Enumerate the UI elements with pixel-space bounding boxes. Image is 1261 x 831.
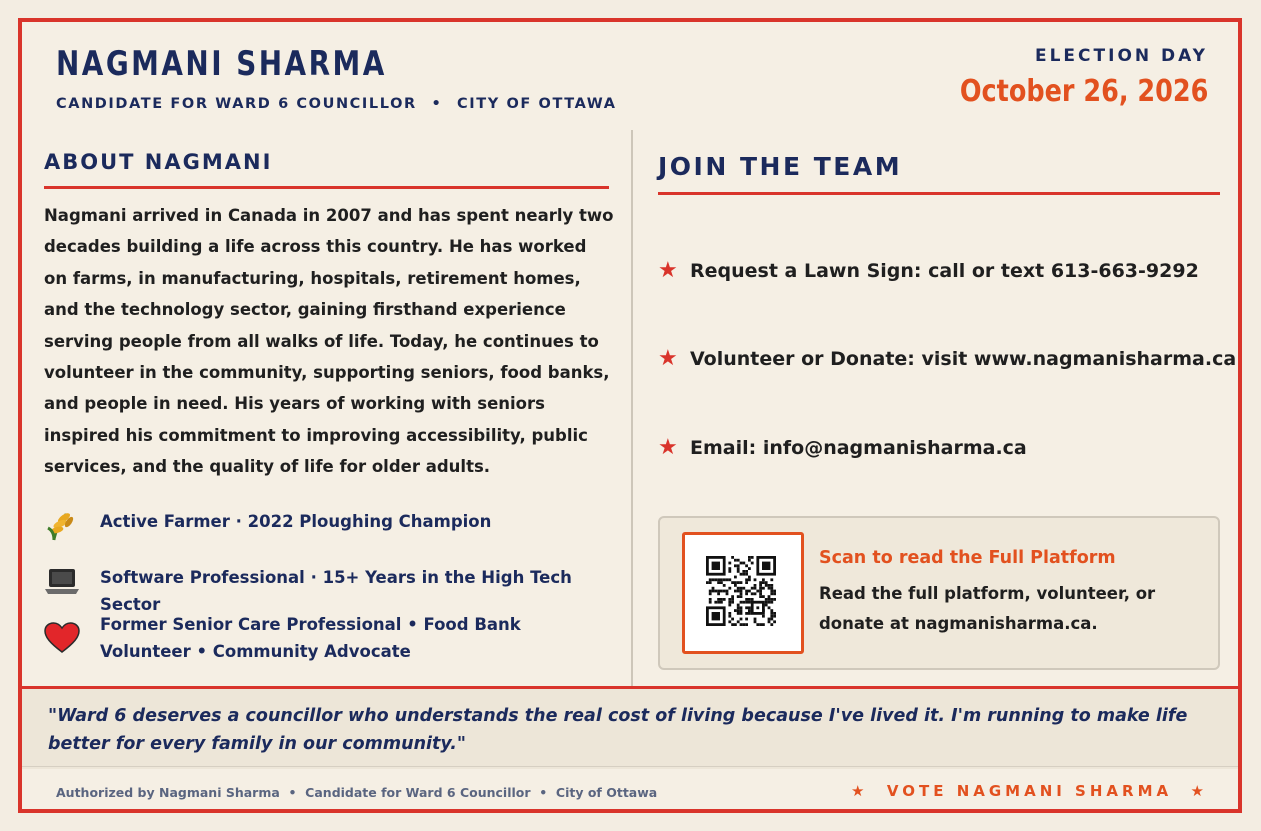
- join-item-volunteer: [658, 346, 1236, 371]
- election-day-label: ELECTION DAY: [1034, 46, 1208, 66]
- subtitle-city: CITY OF OTTAWA: [456, 96, 617, 112]
- subtitle-role: CANDIDATE FOR WARD 6 COUNCILLOR: [56, 96, 417, 112]
- join-item-email: [658, 435, 1027, 460]
- campaign-card: [18, 18, 1242, 813]
- star-icon: ★: [658, 258, 678, 283]
- credential-software: [44, 564, 610, 618]
- qr-code-icon: [706, 556, 776, 626]
- qr-title: Scan to read the Full Platform: [819, 548, 1116, 568]
- candidate-quote: "Ward 6 deserves a councillor who understands the real cost of living because I've lived it. I'm running to make life better for every family in our community.": [48, 706, 1188, 754]
- credential-text: Former Senior Care Professional • Food Bank Volunteer • Community Advocate: [100, 615, 521, 661]
- credential-text: Software Professional · 15+ Years in the High Tech Sector: [100, 568, 572, 614]
- election-date: October 26, 2026: [959, 74, 1208, 109]
- footer-divider: [22, 766, 1238, 767]
- join-team-rule: [658, 192, 1220, 195]
- subtitle-separator: •: [431, 96, 443, 112]
- laptop-icon: [44, 564, 84, 598]
- vote-slogan: ★ VOTE NAGMANI SHARMA ★: [851, 782, 1208, 800]
- about-bio: Nagmani arrived in Canada in 2007 and has spent nearly two decades building a life across this country. He has worked on farms, in manufacturing, hospitals, retirement homes, and the technology sector, gaining firsthand experience serving people from all walks of life. Today, he continues to volunteer in the community, supporting seniors, food banks, and people in need. His years of working with seniors inspired his commitment to improving accessibility, public services, and the quality of life for older adults.: [44, 206, 614, 477]
- candidate-subtitle: [56, 96, 617, 112]
- star-icon: ★: [658, 435, 678, 460]
- credential-farmer: [44, 508, 610, 542]
- qr-callout: [658, 516, 1220, 670]
- about-title: ABOUT NAGMANI: [44, 150, 273, 174]
- qr-text: Read the full platform, volunteer, or donate at nagmanisharma.ca.: [819, 584, 1156, 633]
- quote-band: [22, 686, 1238, 769]
- credential-text: Active Farmer · 2022 Ploughing Champion: [100, 512, 492, 531]
- credential-community: [44, 611, 610, 665]
- header: [22, 22, 1238, 130]
- candidate-name: NAGMANI SHARMA: [56, 44, 387, 84]
- join-item-text: Email: info@nagmanisharma.ca: [690, 436, 1027, 459]
- about-rule: [44, 186, 609, 189]
- join-item-lawn-sign: [658, 258, 1199, 283]
- join-item-text: Request a Lawn Sign: call or text 613-663-9292: [690, 259, 1199, 282]
- authorization-notice: Authorized by Nagmani Sharma • Candidate for Ward 6 Councillor • City of Ottawa: [56, 785, 658, 800]
- qr-code: [682, 532, 804, 654]
- join-item-text: Volunteer or Donate: visit www.nagmanisharma.ca: [690, 347, 1237, 370]
- wheat-icon: [44, 508, 84, 542]
- join-team-title: JOIN THE TEAM: [658, 152, 903, 181]
- star-icon: ★: [658, 346, 678, 371]
- heart-icon: [44, 611, 84, 665]
- column-divider: [631, 130, 633, 686]
